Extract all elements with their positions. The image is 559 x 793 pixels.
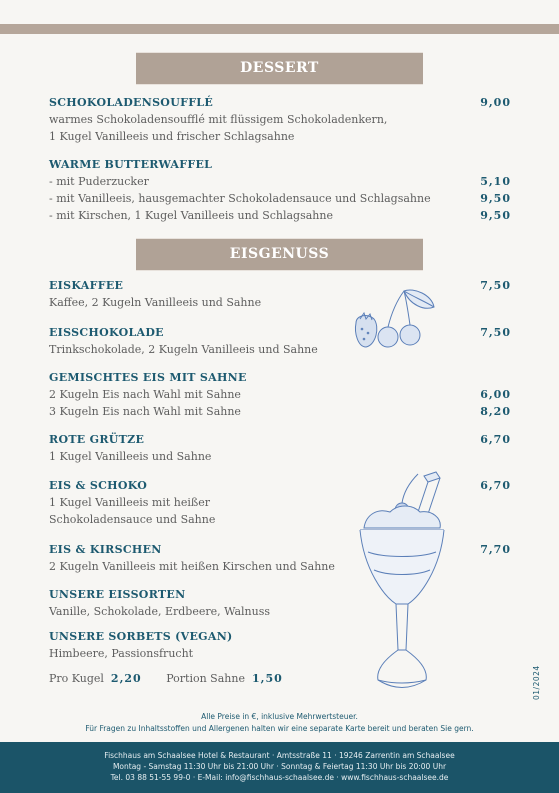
menu-item-eisschokolade: [49, 325, 511, 358]
option-text: - mit Vanilleeis, hausgemachter Schokoladensauce und Schlagsahne: [49, 192, 431, 205]
option-text: 3 Kugeln Eis nach Wahl mit Sahne: [49, 405, 241, 418]
option-text: - mit Kirschen, 1 Kugel Vanilleeis und Schlagsahne: [49, 209, 333, 222]
item-name: GEMISCHTES EIS MIT SAHNE: [49, 371, 247, 384]
item-name: SCHOKOLADENSOUFFLÉ: [49, 96, 214, 109]
item-desc: 2 Kugeln Vanilleeis mit heißen Kirschen und Sahne: [49, 560, 335, 573]
extras-line: [49, 672, 283, 685]
allergen-note: Für Fragen zu Inhaltsstoffen und Allergenen halten wir eine separate Karte bereit und beraten Sie gern.: [85, 724, 474, 733]
sahne-label: Portion Sahne: [166, 672, 245, 685]
option-price: 6,00: [480, 388, 511, 401]
item-price: 6,70: [480, 479, 511, 492]
item-price: 7,50: [480, 279, 511, 292]
item-price: 7,70: [480, 543, 511, 556]
option-price: 9,50: [480, 192, 511, 205]
item-desc: Kaffee, 2 Kugeln Vanilleeis und Sahne: [49, 296, 262, 309]
menu-item-eiskaffee: [49, 278, 511, 311]
option-row: [49, 403, 511, 420]
option-row: [49, 386, 511, 403]
item-name: WARME BUTTERWAFFEL: [49, 158, 213, 171]
footer-contact: Tel. 03 88 51-55 99-0 · E-Mail: info@fischhaus-schaalsee.de · www.fischhaus-schaalsee.de: [110, 773, 449, 782]
option-price: 9,50: [480, 209, 511, 222]
price-note: Alle Preise in €, inklusive Mehrwertsteuer.: [201, 712, 358, 721]
option-text: 2 Kugeln Eis nach Wahl mit Sahne: [49, 388, 241, 401]
option-row: [49, 190, 511, 207]
kugel-label: Pro Kugel: [49, 672, 104, 685]
option-text: - mit Puderzucker: [49, 175, 149, 188]
footer: [0, 742, 559, 793]
item-name: UNSERE EISSORTEN: [49, 588, 186, 601]
item-desc: 1 Kugel Vanilleeis und Sahne: [49, 450, 212, 463]
item-desc: 1 Kugel Vanilleeis mit heißer: [49, 496, 211, 509]
option-price: 8,20: [480, 405, 511, 418]
menu-item-souffle: [49, 95, 511, 145]
edition-date: 01/2024: [532, 665, 541, 700]
item-desc: Himbeere, Passionsfrucht: [49, 647, 194, 660]
menu-item-rote-gruetze: [49, 432, 511, 465]
item-desc: warmes Schokoladensoufflé mit flüssigem Schokoladenkern,: [49, 113, 388, 126]
item-price: 6,70: [480, 433, 511, 446]
item-name: EIS & KIRSCHEN: [49, 543, 162, 556]
item-desc: Vanille, Schokolade, Erdbeere, Walnuss: [49, 605, 270, 618]
item-name: EIS & SCHOKO: [49, 479, 148, 492]
ice-cream-sundae-illustration: [354, 470, 450, 692]
kugel-price: 2,20: [110, 672, 142, 685]
option-price: 5,10: [480, 175, 511, 188]
menu-item-butterwaffel: [49, 157, 511, 224]
option-row: [49, 207, 511, 224]
section-banner-dessert: DESSERT: [136, 52, 423, 85]
item-name: EISKAFFEE: [49, 279, 124, 292]
top-accent-bar: [0, 24, 559, 34]
footer-hours: Montag - Samstag 11:30 Uhr bis 21:00 Uhr · Sonntag & Feiertag 11:30 Uhr bis 20:00 Uhr: [112, 762, 447, 771]
item-name: UNSERE SORBETS (VEGAN): [49, 630, 233, 643]
item-desc: Schokoladensauce und Sahne: [49, 513, 216, 526]
item-desc: Trinkschokolade, 2 Kugeln Vanilleeis und Sahne: [49, 343, 318, 356]
option-row: [49, 173, 511, 190]
cherries-strawberry-illustration: [352, 287, 438, 353]
menu-item-gemischtes-eis: [49, 370, 511, 420]
item-price: 7,50: [480, 326, 511, 339]
item-name: EISSCHOKOLADE: [49, 326, 164, 339]
footer-address: Fischhaus am Schaalsee Hotel & Restaurant · Amtsstraße 11 · 19246 Zarrentin am Schaalsee: [104, 751, 455, 760]
sahne-price: 1,50: [251, 672, 283, 685]
item-name: ROTE GRÜTZE: [49, 433, 145, 446]
item-desc: 1 Kugel Vanilleeis und frischer Schlagsahne: [49, 130, 295, 143]
section-banner-eisgenuss: EISGENUSS: [136, 238, 423, 271]
item-price: 9,00: [480, 96, 511, 109]
